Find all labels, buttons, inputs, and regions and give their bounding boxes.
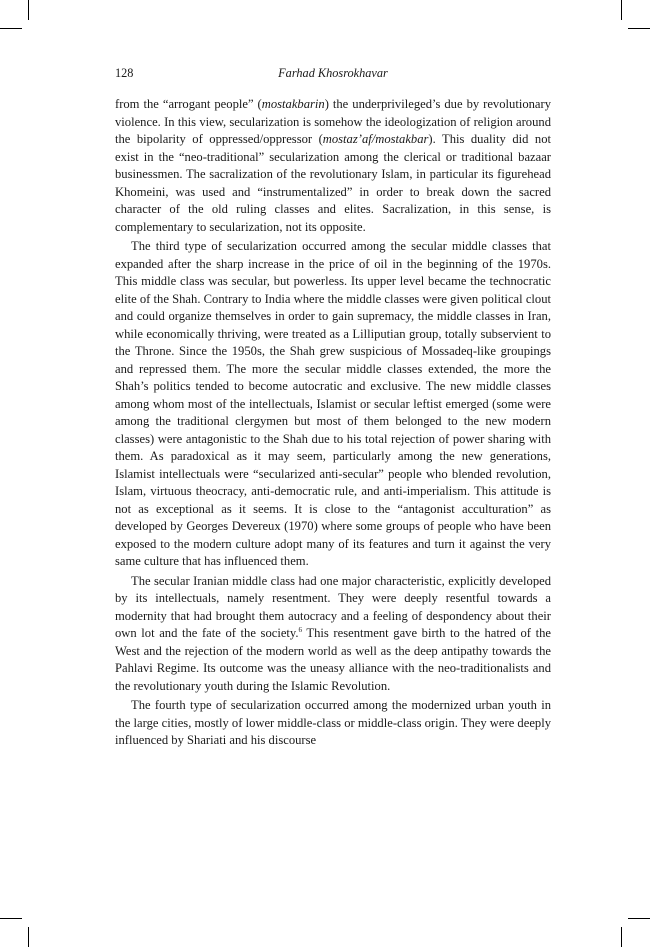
crop-mark-bottom-right-h — [628, 918, 650, 919]
body-text — [115, 96, 551, 750]
footnote-marker: 6 — [298, 625, 303, 634]
paragraph-3-text-b: This resentment gave birth to the hatred of the West and the rejection of the modern world as well as the deep antipathy towards the Pahlavi Regime. Its outcome was the uneasy alliance with the neo-traditionalists and the revolutionary youth during the Islamic Revolution. — [115, 626, 551, 693]
paragraph-2: The third type of secularization occurred among the secular middle classes that expanded after the sharp increase in the price of oil in the beginning of the 1970s. This middle class was secular, but powerless. Its upper level became the technocratic elite of the Shah. Contrary to India where the middle classes were given political clout and could organize themselves in order to gain supremacy, the middle classes in Iran, while economically thriving, were treated as a Lilliputian group, totally subservient to the Throne. Since the 1950s, the Shah grew suspicious of Mossadeq-like groupings and repressed them. The more the secular middle classes extended, the more the Shah’s politics tended to become autocratic and exclusive. The new middle classes among whom most of the intellectuals, Islamist or secular leftist emerged (some were among the traditional clergymen but most of them belonged to the new modern classes) were antagonistic to the Shah due to his total rejection of power sharing with them. As paradoxical as it may seem, particularly among the new generations, Islamist intellectuals were “secularized anti-secular” people who blended revolution, Islam, virtuous theocracy, anti-democratic rule, and anti-imperialism. This attitude is not as exceptional as it seems. It is close to the “antagonist acculturation” as developed by Georges Devereux (1970) where some groups of people who have been exposed to the modern culture adopt many of its features and turn it against the very same culture that has influenced them. — [115, 239, 551, 568]
paragraph-3 — [115, 573, 551, 696]
crop-mark-bottom-left-h — [0, 918, 22, 919]
crop-mark-top-right-h — [628, 28, 650, 29]
term-mostakbarin: mostakbarin — [261, 97, 325, 111]
crop-mark-bottom-right — [621, 927, 622, 947]
crop-mark-top-right — [621, 0, 622, 20]
paragraph-1-text-a: from the “arrogant people” ( — [115, 97, 262, 111]
crop-mark-top-left — [28, 0, 29, 20]
page-number: 128 — [115, 66, 134, 80]
paragraph-3-text-a: The secular Iranian middle class had one major characteristic, explicitly developed by its intellectuals, namely resentment. They were deeply resentful towards a modernity that had brought them autocracy and a feeling of despondency about their own lot and the fate of the society. — [115, 573, 551, 640]
paragraph-4: The fourth type of secularization occurred among the modernized urban youth in the large cities, mostly of lower middle-class or middle-class origin. They were deeply influenced by Shariati and his discourse — [115, 698, 551, 747]
crop-mark-top-left-h — [0, 28, 22, 29]
running-head-author: Farhad Khosrokhavar — [278, 66, 388, 80]
term-mostazaf-mostakbar: mostaz’af/mostakbar — [322, 132, 429, 146]
running-head — [115, 66, 551, 82]
crop-mark-bottom-left — [28, 927, 29, 947]
paragraph-1-text-e: ). This duality did not exist in the “neo-traditional” secularization among the clerical or traditional bazaar businessmen. The sacralization of the revolutionary Islam, in particular its figurehead Khomeini, was used and “instrumentalized” in order to break down the sacred character of the old ruling classes and elites. Sacralization, in this sense, is complementary to secularization, not its opposite. — [115, 132, 551, 234]
paragraph-1 — [115, 96, 551, 236]
paragraph-1-text-c: ) the underprivileged’s due by revolutionary violence. In this view, secularization is somehow the ideologization of religion around the bipolarity of oppressed/oppressor ( — [115, 97, 551, 146]
